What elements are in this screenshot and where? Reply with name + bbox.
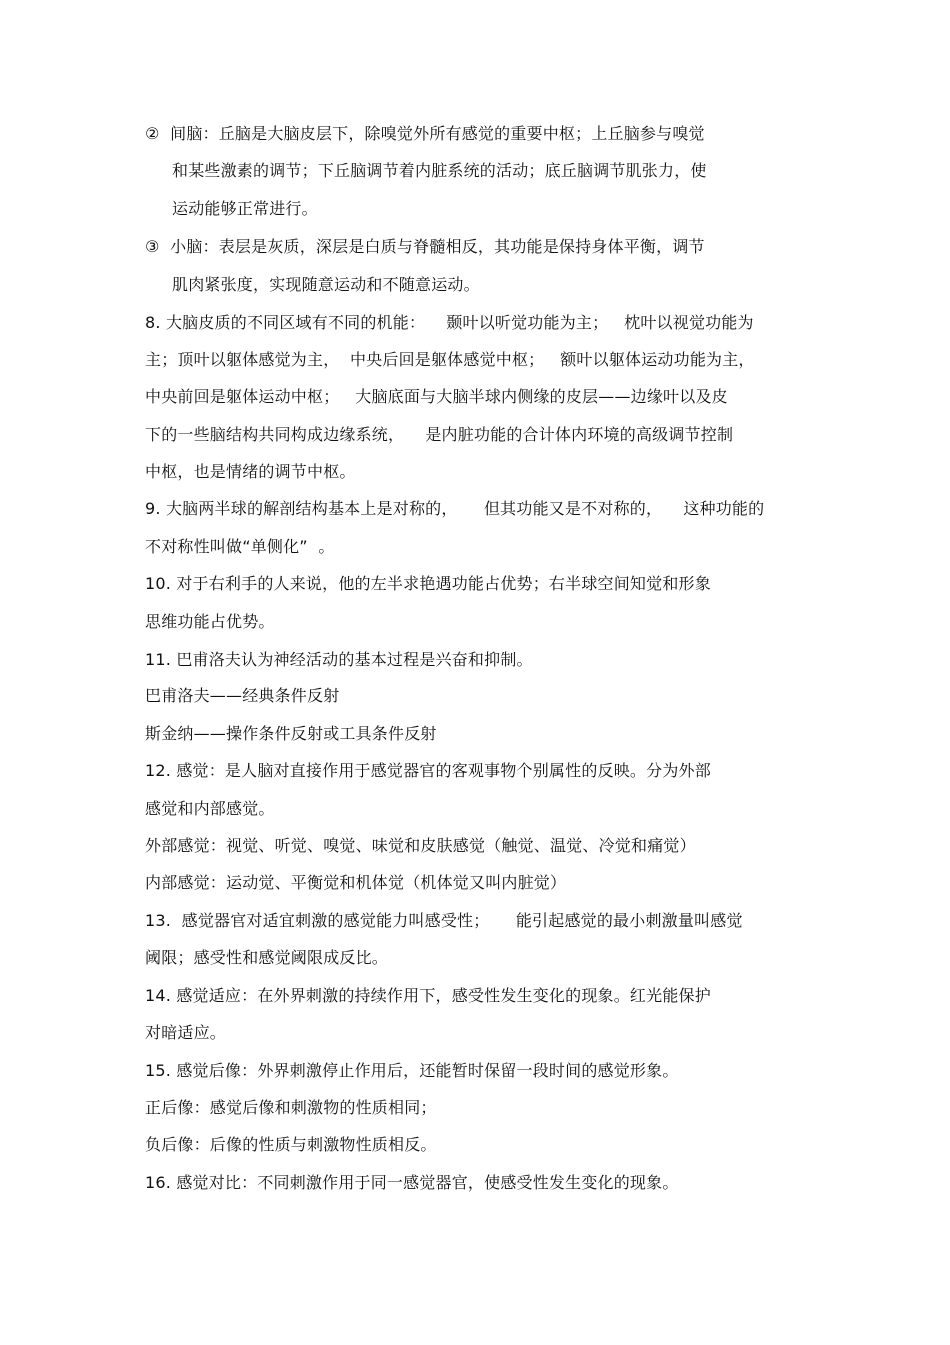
text-line: ③ 小脑：表层是灰质，深层是白质与脊髓相反，其功能是保持身体平衡，调节 <box>145 237 705 256</box>
text-line: 正后像：感觉后像和刺激物的性质相同； <box>145 1098 437 1117</box>
text-line: 巴甫洛夫——经典条件反射 <box>145 686 340 705</box>
text-line: 不对称性叫做“单侧化” 。 <box>145 537 335 556</box>
text-line: ② 间脑：丘脑是大脑皮层下，除嗅觉外所有感觉的重要中枢；上丘脑参与嗅觉 <box>145 124 705 143</box>
text-line: 9. 大脑两半球的解剖结构基本上是对称的， 但其功能又是不对称的， 这种功能的 <box>145 499 765 518</box>
text-line: 负后像：后像的性质与刺激物性质相反。 <box>145 1135 437 1154</box>
text-line: 8. 大脑皮质的不同区域有不同的机能： 颞叶以听觉功能为主； 枕叶以视觉功能为 <box>145 313 754 332</box>
text-line: 13. 感觉器官对适宜刺激的感觉能力叫感受性； 能引起感觉的最小刺激量叫感觉 <box>145 911 743 930</box>
text-line: 14. 感觉适应：在外界刺激的持续作用下，感受性发生变化的现象。红光能保护 <box>145 986 711 1005</box>
text-line: 下的一些脑结构共同构成边缘系统， 是内脏功能的合计体内环境的高级调节控制 <box>145 425 734 444</box>
text-line: 感觉和内部感觉。 <box>145 799 275 818</box>
text-line: 对暗适应。 <box>145 1023 227 1042</box>
text-line: 11. 巴甫洛夫认为神经活动的基本过程是兴奋和抑制。 <box>145 650 533 669</box>
text-line: 思维功能占优势。 <box>145 612 275 631</box>
text-line: 运动能够正常进行。 <box>172 199 318 218</box>
text-line: 阈限；感受性和感觉阈限成反比。 <box>145 948 389 967</box>
text-line: 中央前回是躯体运动中枢； 大脑底面与大脑半球内侧缘的皮层——边缘叶以及皮 <box>145 387 728 406</box>
text-line: 15. 感觉后像：外界刺激停止作用后，还能暂时保留一段时间的感觉形象。 <box>145 1061 679 1080</box>
text-line: 外部感觉：视觉、听觉、嗅觉、味觉和皮肤感觉（触觉、温觉、冷觉和痛觉） <box>145 836 696 855</box>
text-line: 主；顶叶以躯体感觉为主， 中央后回是躯体感觉中枢； 额叶以躯体运动功能为主， <box>145 350 755 369</box>
text-line: 肌肉紧张度，实现随意运动和不随意运动。 <box>172 275 480 294</box>
text-line: 10. 对于右利手的人来说，他的左半求艳遇功能占优势；右半球空间知觉和形象 <box>145 574 711 593</box>
text-line: 12. 感觉：是人脑对直接作用于感觉器官的客观事物个别属性的反映。分为外部 <box>145 761 711 780</box>
text-line: 斯金纳——操作条件反射或工具条件反射 <box>145 724 437 743</box>
text-line: 16. 感觉对比：不同刺激作用于同一感觉器官，使感受性发生变化的现象。 <box>145 1173 679 1192</box>
text-line: 和某些激素的调节；下丘脑调节着内脏系统的活动；底丘脑调节肌张力，使 <box>172 161 707 180</box>
text-line: 中枢，也是情绪的调节中枢。 <box>145 462 356 481</box>
text-line: 内部感觉：运动觉、平衡觉和机体觉（机体觉又叫内脏觉） <box>145 873 567 892</box>
